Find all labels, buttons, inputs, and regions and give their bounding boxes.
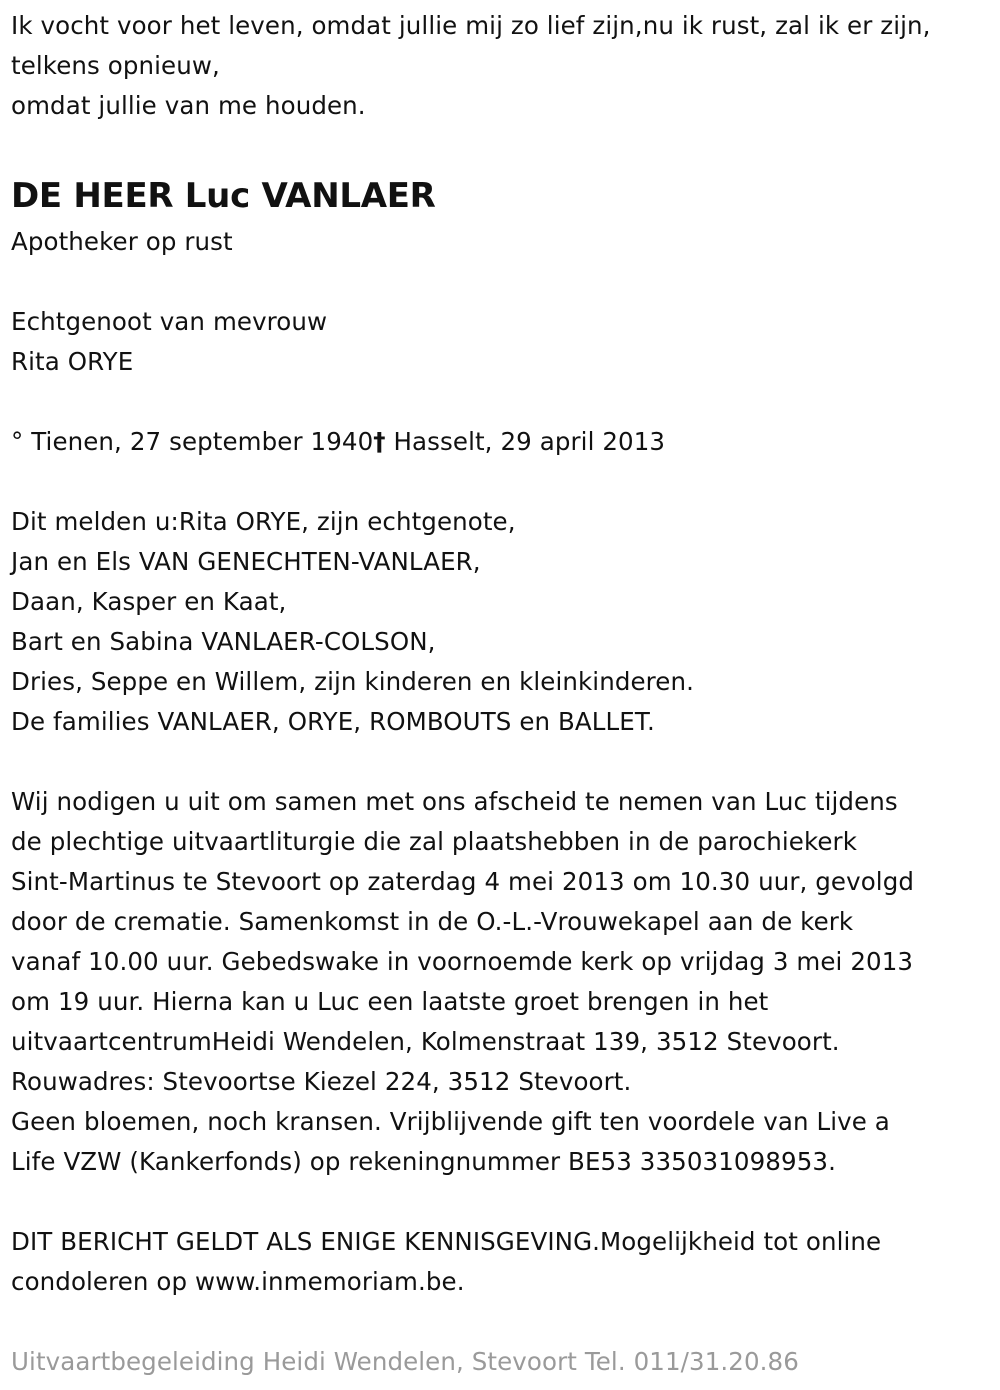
birth-death-dates	[11, 422, 996, 462]
notice-line: condoleren op www.inmemoriam.be.	[11, 1267, 465, 1296]
notice-line: DIT BERICHT GELDT ALS ENIGE KENNISGEVING.Mogelijkheid tot online	[11, 1227, 882, 1256]
cross-icon: †	[373, 427, 386, 456]
death-date: Hasselt, 29 april 2013	[385, 427, 666, 456]
invitation-line: om 19 uur. Hierna kan u Luc een laatste groet brengen in het	[11, 987, 769, 1016]
spouse-name: Rita ORYE	[11, 347, 134, 376]
funeral-director-footer: Uitvaartbegeleiding Heidi Wendelen, Stevoort Tel. 011/31.20.86	[11, 1347, 799, 1376]
invitation-line: Life VZW (Kankerfonds) op rekeningnummer BE53 335031098953.	[11, 1147, 836, 1176]
family-line: Daan, Kasper en Kaat,	[11, 587, 287, 616]
invitation-line: de plechtige uitvaartliturgie die zal plaatshebben in de parochiekerk	[11, 827, 858, 856]
family-line: Dries, Seppe en Willem, zijn kinderen en kleinkinderen.	[11, 667, 694, 696]
deceased-name: DE HEER Luc VANLAER	[11, 176, 436, 216]
family-line: Dit melden u:Rita ORYE, zijn echtgenote,	[11, 507, 516, 536]
spouse-intro: Echtgenoot van mevrouw	[11, 307, 328, 336]
deceased-occupation: Apotheker op rust	[11, 227, 233, 256]
poem	[11, 6, 996, 126]
invitation-text	[11, 782, 996, 1182]
family-line: Bart en Sabina VANLAER-COLSON,	[11, 627, 436, 656]
invitation-line: uitvaartcentrumHeidi Wendelen, Kolmenstraat 139, 3512 Stevoort.	[11, 1027, 840, 1056]
poem-line: telkens opnieuw,	[11, 51, 220, 80]
notice-text	[11, 1222, 996, 1302]
poem-line: omdat jullie van me houden.	[11, 91, 366, 120]
birth-date: ° Tienen, 27 september 1940	[11, 427, 374, 456]
poem-line: Ik vocht voor het leven, omdat jullie mij zo lief zijn,nu ik rust, zal ik er zijn,	[11, 11, 931, 40]
obituary-page	[11, 6, 996, 1382]
invitation-line: Wij nodigen u uit om samen met ons afscheid te nemen van Luc tijdens	[11, 787, 898, 816]
family-list	[11, 502, 996, 742]
invitation-line: Sint-Martinus te Stevoort op zaterdag 4 mei 2013 om 10.30 uur, gevolgd	[11, 867, 914, 896]
invitation-line: Rouwadres: Stevoortse Kiezel 224, 3512 Stevoort.	[11, 1067, 632, 1096]
family-line: Jan en Els VAN GENECHTEN-VANLAER,	[11, 547, 481, 576]
invitation-line: door de crematie. Samenkomst in de O.-L.-Vrouwekapel aan de kerk	[11, 907, 854, 936]
invitation-line: vanaf 10.00 uur. Gebedswake in voornoemde kerk op vrijdag 3 mei 2013	[11, 947, 914, 976]
invitation-line: Geen bloemen, noch kransen. Vrijblijvende gift ten voordele van Live a	[11, 1107, 890, 1136]
family-line: De families VANLAER, ORYE, ROMBOUTS en BALLET.	[11, 707, 655, 736]
